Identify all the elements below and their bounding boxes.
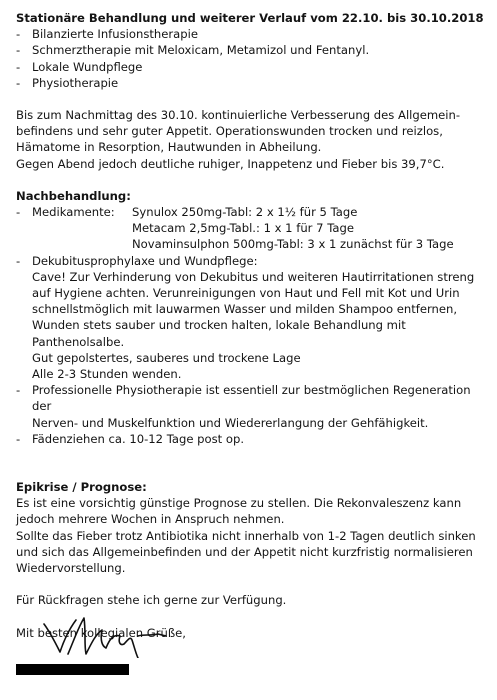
treatment-heading: Stationäre Behandlung und weiterer Verlauf vom 22.10. bis 30.10.2018 (16, 11, 484, 25)
medication-list: - Medikamente: Synulox 250mg-Tabl: 2 x 1½ für 5 Tage Metacam 2,5mg-Tabl.: 1 x 1 für 7 Tage Novaminsulphon 500mg-Tabl: 3 x 1 zunächst für 3 Tage (16, 204, 492, 253)
treatment-list (16, 26, 492, 91)
list-item: - Physiotherapie (16, 75, 119, 90)
epikrise-paragraph: Es ist eine vorsichtig günstige Prognose zu stellen. Die Rekonvaleszenz kann jedoch mehrere Wochen in Anspruch nehmen. Sollte das Fieber trotz Antibiotika nicht innerhalb von 1-2 Tagen deutlich sinken und sich das Allgemeinbefinden und der Appetit nicht kurzfristig normalisieren Wiedervorstellung. (16, 496, 476, 576)
list-item: - Schmerztherapie mit Meloxicam, Metamizol und Fentanyl. (16, 43, 370, 58)
redaction-bar (16, 664, 129, 675)
document-page (16, 10, 492, 641)
medication-item: Synulox 250mg-Tabl: 2 x 1½ für 5 Tage (132, 205, 358, 220)
course-paragraph: Bis zum Nachmittag des 30.10. kontinuierliche Verbesserung des Allgemein- befindens und sehr guter Appetit. Operationswunden trocken und reizlos, Hämatome in Resorption, Hautwunden in Abheilung. Gegen Abend jedoch deutliche ruhiger, Inappetenz und Fieber bis 39,7°C. (16, 108, 461, 171)
list-item: - Lokale Wundpflege (16, 59, 143, 74)
suture-removal-item: - Fädenziehen ca. 10-12 Tage post op. (16, 431, 245, 446)
handwritten-signature (40, 614, 170, 658)
epikrise-heading: Epikrise / Prognose: (16, 480, 147, 495)
medication-label: Medikamente: (32, 205, 115, 220)
physiotherapy-item: - Professionelle Physiotherapie ist essentiell zur bestmöglichen Regeneration der Nerven- und Muskelfunktion und Wiedererlangung der Gehfähigkeit. (16, 383, 471, 430)
greeting-line: Mit besten kollegialen Grüße, (16, 625, 186, 640)
medication-item: Metacam 2,5mg-Tabl.: 1 x 1 für 7 Tage (132, 221, 354, 236)
questions-line: Für Rückfragen stehe ich gerne zur Verfügung. (16, 593, 287, 608)
medication-item: Novaminsulphon 500mg-Tabl: 3 x 1 zunächst für 3 Tage (132, 237, 454, 252)
list-item: - Bilanzierte Infusionstherapie (16, 27, 198, 42)
nachbehandlung-heading: Nachbehandlung: (16, 188, 131, 203)
dekubitus-item: - Dekubitusprophylaxe und Wundpflege: Cave! Zur Verhinderung von Dekubitus und weiteren Hautirritationen streng auf Hygiene achten. Verunreinigungen von Haut und Fell mit Kot und Urin schnellstmöglich mit lauwarmen Wasser und milden Shampoo entfernen, Wunden stets sauber und trocken halten, lokale Behandlung mit Panthenolsalbe. Gut gepolstertes, sauberes und trockene Lage Alle 2-3 Stunden wenden. (16, 253, 475, 382)
